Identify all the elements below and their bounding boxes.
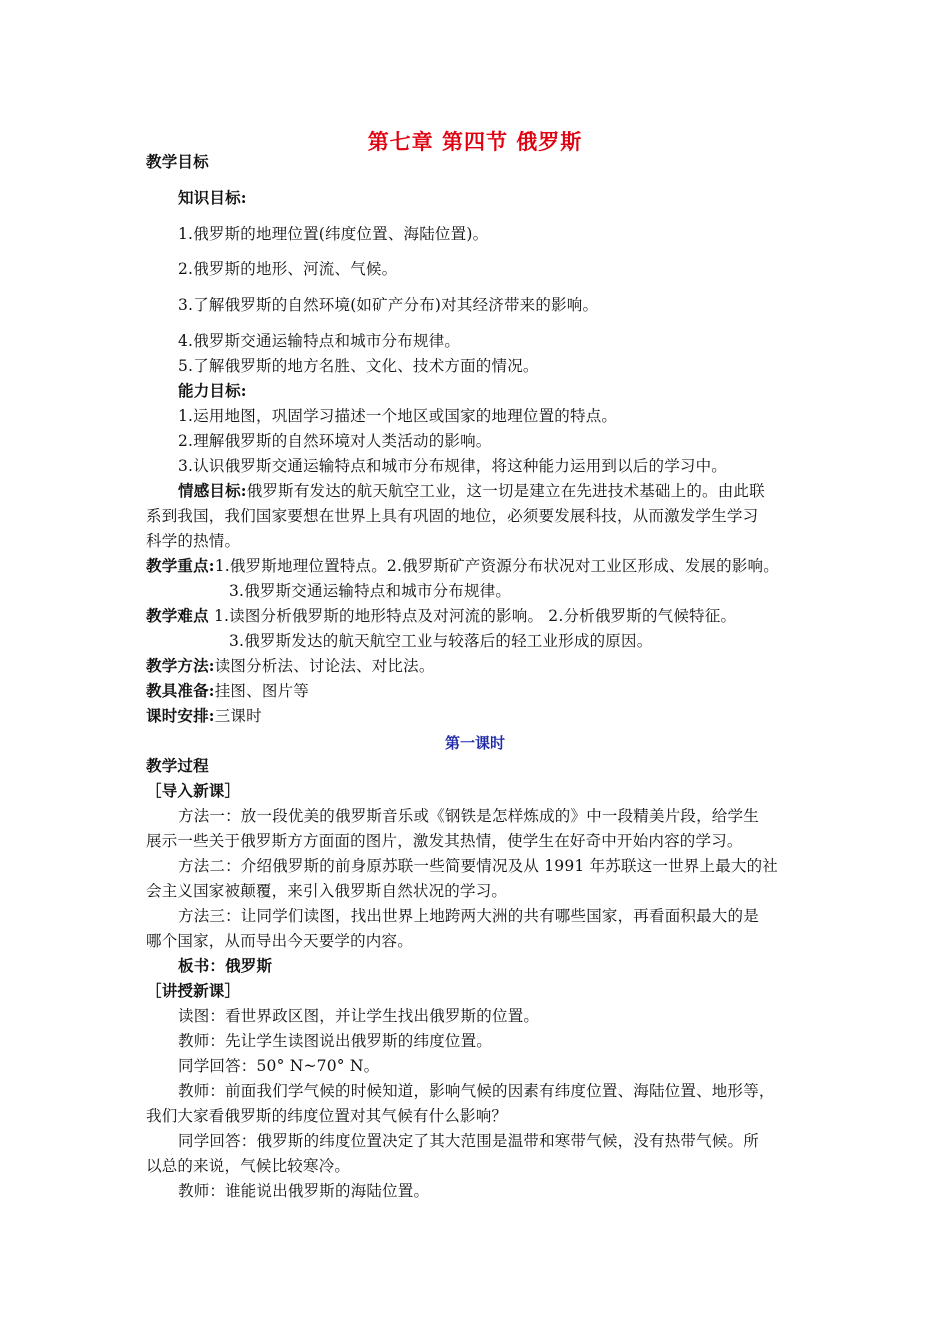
intro-line: 会主义国家被颠覆，来引入俄罗斯自然状况的学习。: [146, 882, 508, 900]
lesson-line: 读图：看世界政区图，并让学生找出俄罗斯的位置。: [178, 1007, 540, 1025]
teaching-tools: [146, 681, 309, 701]
key-points-text: 1.俄罗斯地理位置特点。2.俄罗斯矿产资源分布状况对工业区形成、发展的影响。: [214, 557, 779, 575]
emotion-text: 俄罗斯有发达的航天航空工业，这一切是建立在先进技术基础上的。由此联: [246, 482, 765, 500]
objectives-heading: 教学目标: [146, 152, 209, 171]
tools-label: 教具准备:: [146, 681, 215, 700]
lesson-line: 教师：先让学生读图说出俄罗斯的纬度位置。: [178, 1032, 493, 1050]
key-points-label: 教学重点:: [146, 556, 215, 575]
ability-item: 1.运用地图，巩固学习描述一个地区或国家的地理位置的特点。: [178, 407, 618, 425]
schedule-text: 三课时: [214, 707, 262, 725]
lesson-line: 以总的来说，气候比较寒冷。: [146, 1157, 351, 1175]
ability-heading: 能力目标:: [178, 381, 247, 400]
intro-heading: ［导入新课］: [146, 781, 241, 800]
knowledge-item: 3.了解俄罗斯的自然环境(如矿产分布)对其经济带来的影响。: [178, 296, 599, 314]
knowledge-item: 5.了解俄罗斯的地方名胜、文化、技术方面的情况。: [178, 357, 539, 375]
key-points-text: 3.俄罗斯交通运输特点和城市分布规律。: [229, 582, 512, 600]
difficulties-text: 1.读图分析俄罗斯的地形特点及对河流的影响。 2.分析俄罗斯的气候特征。: [213, 607, 737, 625]
page-title: 第七章 第四节 俄罗斯: [367, 129, 583, 154]
knowledge-item: 2.俄罗斯的地形、河流、气候。: [178, 260, 398, 278]
schedule-label: 课时安排:: [146, 706, 215, 725]
knowledge-heading: 知识目标:: [178, 188, 247, 207]
intro-line: 方法三：让同学们读图，找出世界上地跨两大洲的共有哪些国家，再看面积最大的是: [178, 907, 759, 925]
lesson-line: 教师：谁能说出俄罗斯的海陆位置。: [178, 1182, 430, 1200]
lesson-line: 我们大家看俄罗斯的纬度位置对其气候有什么影响？: [146, 1107, 508, 1125]
lesson-line: 同学回答：50° N~70° N。: [178, 1057, 380, 1075]
method-label: 教学方法:: [146, 656, 215, 675]
ability-item: 2.理解俄罗斯的自然环境对人类活动的影响。: [178, 432, 492, 450]
session-title: 第一课时: [444, 734, 505, 752]
difficulties-text: 3.俄罗斯发达的航天航空工业与较落后的轻工业形成的原因。: [229, 632, 653, 650]
intro-line: 方法二：介绍俄罗斯的前身原苏联一些简要情况及从 1991 年苏联这一世界上最大的社: [178, 857, 779, 875]
teaching-method: [146, 656, 435, 676]
class-schedule: [146, 706, 262, 726]
ability-item: 3.认识俄罗斯交通运输特点和城市分布规律，将这种能力运用到以后的学习中。: [178, 457, 727, 475]
knowledge-item: 1.俄罗斯的地理位置(纬度位置、海陆位置)。: [178, 225, 489, 243]
process-heading: 教学过程: [146, 756, 209, 775]
intro-line: 方法一：放一段优美的俄罗斯音乐或《钢铁是怎样炼成的》中一段精美片段，给学生: [178, 807, 759, 825]
intro-line: 哪个国家，从而导出今天要学的内容。: [146, 932, 413, 950]
difficulties-label: 教学难点: [146, 606, 209, 625]
difficulties: [146, 606, 736, 626]
method-text: 读图分析法、讨论法、对比法。: [214, 657, 435, 675]
tools-text: 挂图、图片等: [214, 682, 309, 700]
lesson-line: 同学回答：俄罗斯的纬度位置决定了其大范围是温带和寒带气候，没有热带气候。所: [178, 1132, 759, 1150]
intro-line: 展示一些关于俄罗斯方方面面的图片，激发其热情，使学生在好奇中开始内容的学习。: [146, 832, 743, 850]
emotion-text: 科学的热情。: [146, 532, 241, 550]
emotion-objective: [178, 481, 765, 501]
key-points: [146, 556, 779, 576]
emotion-label: 情感目标:: [178, 481, 247, 500]
board-note: 板书：俄罗斯: [178, 956, 273, 975]
new-lesson-heading: ［讲授新课］: [146, 981, 241, 1000]
emotion-text: 系到我国，我们国家要想在世界上具有巩固的地位，必须要发展科技，从而激发学生学习: [146, 507, 759, 525]
knowledge-item: 4.俄罗斯交通运输特点和城市分布规律。: [178, 332, 461, 350]
lesson-line: 教师：前面我们学气候的时候知道，影响气候的因素有纬度位置、海陆位置、地形等，: [178, 1082, 775, 1100]
